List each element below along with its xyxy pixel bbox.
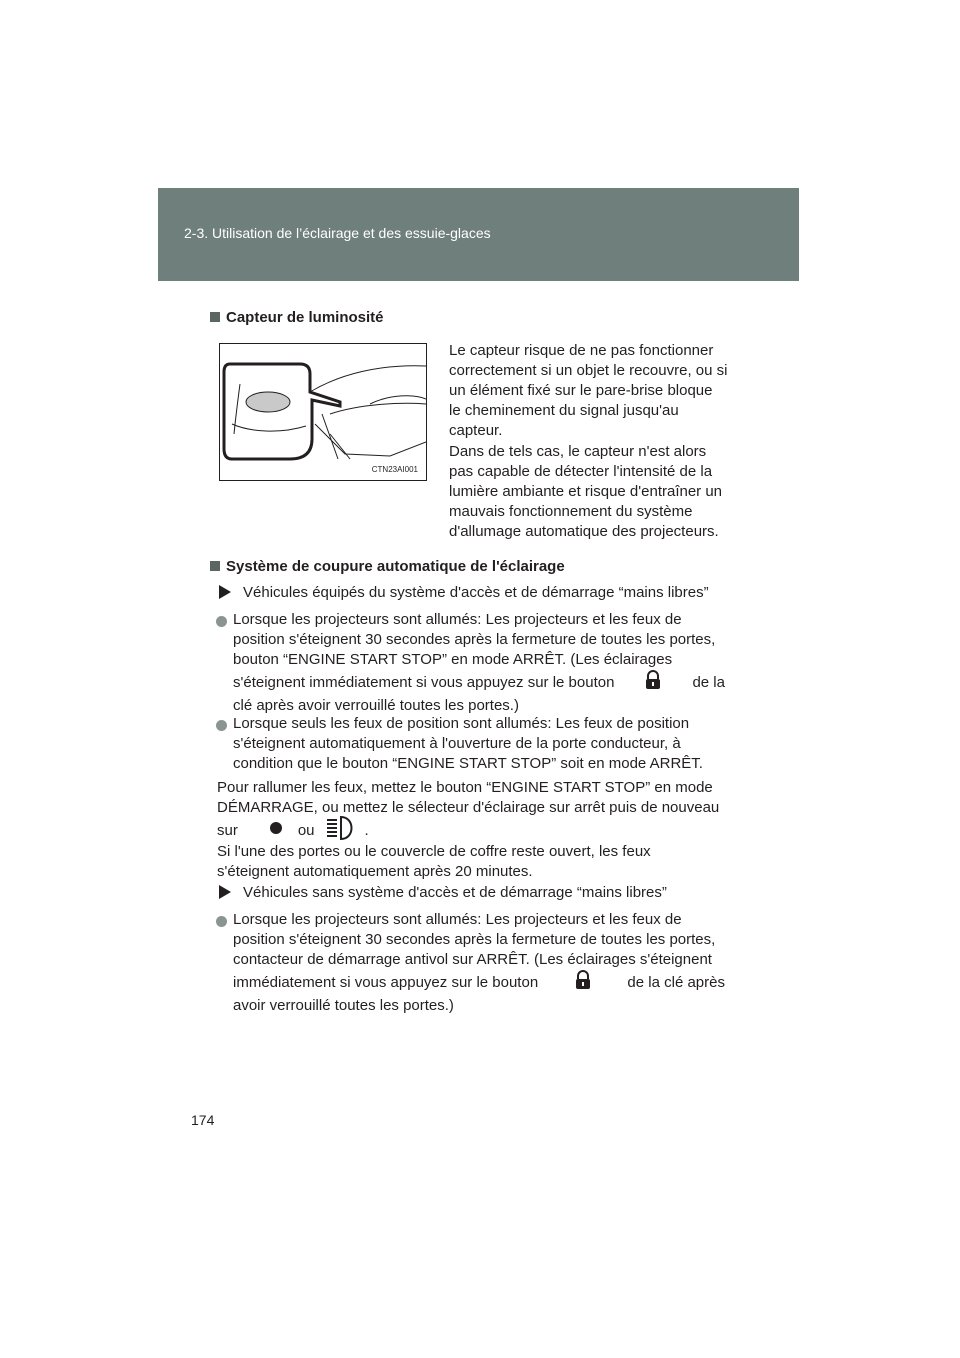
square-bullet-icon bbox=[210, 312, 220, 322]
text-line: s'éteignent automatiquement après 20 minutes. bbox=[217, 863, 533, 880]
round-bullet-icon bbox=[216, 916, 227, 927]
cutoff-heading bbox=[210, 558, 565, 575]
text-line: d'allumage automatique des projecteurs. bbox=[449, 523, 719, 540]
square-bullet-icon bbox=[210, 561, 220, 571]
text-line: le cheminement du signal jusqu'au bbox=[449, 402, 679, 419]
text-line: bouton “ENGINE START STOP” en mode ARRÊT. (Les éclairages bbox=[233, 651, 673, 668]
triangle-arrow-icon bbox=[219, 585, 231, 599]
text-segment: de la bbox=[692, 674, 725, 691]
text-line: contacteur de démarrage antivol sur ARRÊT. (Les éclairages s'éteignent bbox=[233, 951, 712, 968]
round-bullet-icon bbox=[216, 720, 227, 731]
open-door-paragraph bbox=[217, 842, 733, 882]
text-line: capteur. bbox=[449, 422, 503, 439]
text-segment: immédiatement si vous appuyez sur le bouton bbox=[233, 974, 539, 991]
text-line-with-icons bbox=[217, 818, 733, 844]
condition-text: Véhicules sans système d'accès et de démarrage “mains libres” bbox=[243, 884, 667, 901]
text-line: Si l'une des portes ou le couvercle de coffre reste ouvert, les feux bbox=[217, 843, 651, 860]
text-line: s'éteignent automatiquement à l'ouverture de la porte conducteur, à bbox=[233, 735, 681, 752]
sensor-paragraph-2 bbox=[449, 442, 729, 542]
header-band bbox=[158, 188, 799, 281]
sensor-paragraph-1 bbox=[449, 341, 729, 441]
condition-text: Véhicules équipés du système d'accès et de démarrage “mains libres” bbox=[243, 584, 709, 601]
page-number: 174 bbox=[191, 1112, 215, 1128]
text-line-with-icon bbox=[233, 670, 725, 696]
text-line: avoir verrouillé toutes les portes.) bbox=[233, 997, 454, 1014]
text-segment: s'éteignent immédiatement si vous appuyez sur le bouton bbox=[233, 674, 615, 691]
text-line: position s'éteignent 30 secondes après la fermeture de toutes les portes, bbox=[233, 931, 716, 948]
text-line: clé après avoir verrouillé toutes les portes.) bbox=[233, 697, 519, 714]
text-line: Pour rallumer les feux, mettez le bouton “ENGINE START STOP” en mode bbox=[217, 779, 713, 796]
parking-light-icon bbox=[268, 820, 284, 842]
text-line: condition que le bouton “ENGINE START STOP” soit en mode ARRÊT. bbox=[233, 755, 703, 772]
text-line: position s'éteignent 30 secondes après la fermeture de toutes les portes, bbox=[233, 631, 716, 648]
text-line: Lorsque les projecteurs sont allumés: Les projecteurs et les feux de bbox=[233, 611, 682, 628]
lock-icon bbox=[574, 970, 592, 996]
round-bullet-icon bbox=[216, 616, 227, 627]
no-smart-key-condition bbox=[219, 883, 667, 903]
cutoff-heading-text: Système de coupure automatique de l'éclairage bbox=[226, 558, 565, 575]
text-line: correctement si un objet le recouvre, ou si bbox=[449, 362, 728, 379]
smart-key-condition bbox=[219, 583, 709, 603]
windshield-sensor-drawing bbox=[220, 344, 426, 480]
text-line: lumière ambiante et risque d'entraîner un bbox=[449, 483, 723, 500]
text-line: Lorsque seuls les feux de position sont allumés: Les feux de position bbox=[233, 715, 690, 732]
bullet-position-lights bbox=[233, 714, 725, 774]
light-sensor-illustration bbox=[219, 343, 427, 481]
text-line-with-icon bbox=[233, 970, 725, 996]
text-segment: ou bbox=[297, 822, 315, 839]
text-line: DÉMARRAGE, ou mettez le sélecteur d'éclairage sur arrêt puis de nouveau bbox=[217, 799, 720, 816]
bullet-headlights-on bbox=[233, 610, 725, 716]
text-segment: . bbox=[364, 822, 369, 839]
text-line: pas capable de détecter l'intensité de la bbox=[449, 463, 713, 480]
text-segment: sur bbox=[217, 822, 238, 839]
text-line: Lorsque les projecteurs sont allumés: Les projecteurs et les feux de bbox=[233, 911, 682, 928]
section-title: 2-3. Utilisation de l’éclairage et des essuie-glaces bbox=[184, 225, 491, 241]
relight-paragraph bbox=[217, 778, 733, 844]
sensor-heading-text: Capteur de luminosité bbox=[226, 309, 384, 326]
text-line: un élément fixé sur le pare-brise bloque bbox=[449, 382, 713, 399]
sensor-heading bbox=[210, 309, 384, 326]
bullet-headlights-on-no-smart-key bbox=[233, 910, 725, 1016]
text-line: mauvais fonctionnement du système bbox=[449, 503, 693, 520]
text-line: Le capteur risque de ne pas fonctionner bbox=[449, 342, 714, 359]
triangle-arrow-icon bbox=[219, 885, 231, 899]
text-segment: de la clé après bbox=[627, 974, 725, 991]
text-line: Dans de tels cas, le capteur n'est alors bbox=[449, 443, 707, 460]
illustration-code: CTN23AI001 bbox=[371, 465, 418, 474]
lock-icon bbox=[644, 670, 662, 696]
